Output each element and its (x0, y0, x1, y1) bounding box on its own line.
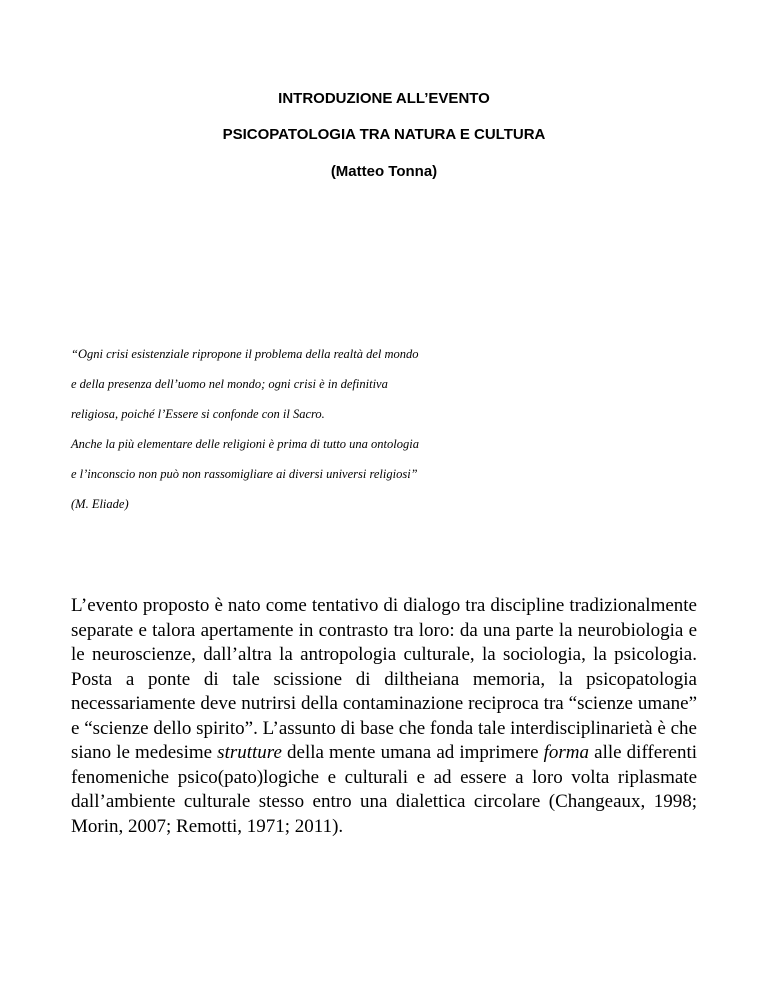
document-author: (Matteo Tonna) (330, 163, 438, 180)
epigraph-attribution: (M. Eliade) (71, 497, 129, 511)
document-title: INTRODUZIONE ALL’EVENTO (278, 90, 490, 107)
epigraph-line: religiosa, poiché l’Essere si confonde con il Sacro. (71, 407, 325, 421)
paragraph-segment: L’evento proposto è nato come tentativo di dialogo tra discipline tradizionalmente separate e talora apertamente in contrasto tra loro: da una parte la neurobiologia e le neuroscienze, dall’altra la antropologia culturale, la sociologia, la psicologia. Posta a ponte di tale scissione di diltheiana memoria, la psicopatologia necessariamente deve nutrirsi della contaminazione reciproca tra “scienze umane” e “scienze dello spirito”. L’assunto di base che fonda tale interdisciplinarietà è che siano le medesime (71, 595, 697, 763)
epigraph-line: e l’inconscio non può non rassomigliare ai diversi universi religiosi” (71, 467, 418, 481)
paragraph-text (71, 594, 697, 839)
epigraph-line: e della presenza dell’uomo nel mondo; ogni crisi è in definitiva (71, 377, 388, 391)
emphasis-strutture: strutture (217, 742, 282, 763)
epigraph-line: “Ogni crisi esistenziale ripropone il problema della realtà del mondo (71, 347, 419, 361)
body-paragraph (71, 594, 697, 839)
emphasis-forma: forma (543, 742, 590, 763)
epigraph-line: Anche la più elementare delle religioni è prima di tutto una ontologia (71, 437, 419, 451)
paragraph-segment: della mente umana ad imprimere (281, 742, 544, 763)
paragraph-segment: alle differenti fenomeniche psico(pato)logiche e culturali e ad essere a loro volta riplasmate dall’ambiente culturale stesso entro una dialettica circolare (Changeaux, 1998; Morin, 2007; Remotti, 1971; 2011). (71, 742, 698, 837)
document-subtitle: PSICOPATOLOGIA TRA NATURA E CULTURA (222, 126, 546, 143)
